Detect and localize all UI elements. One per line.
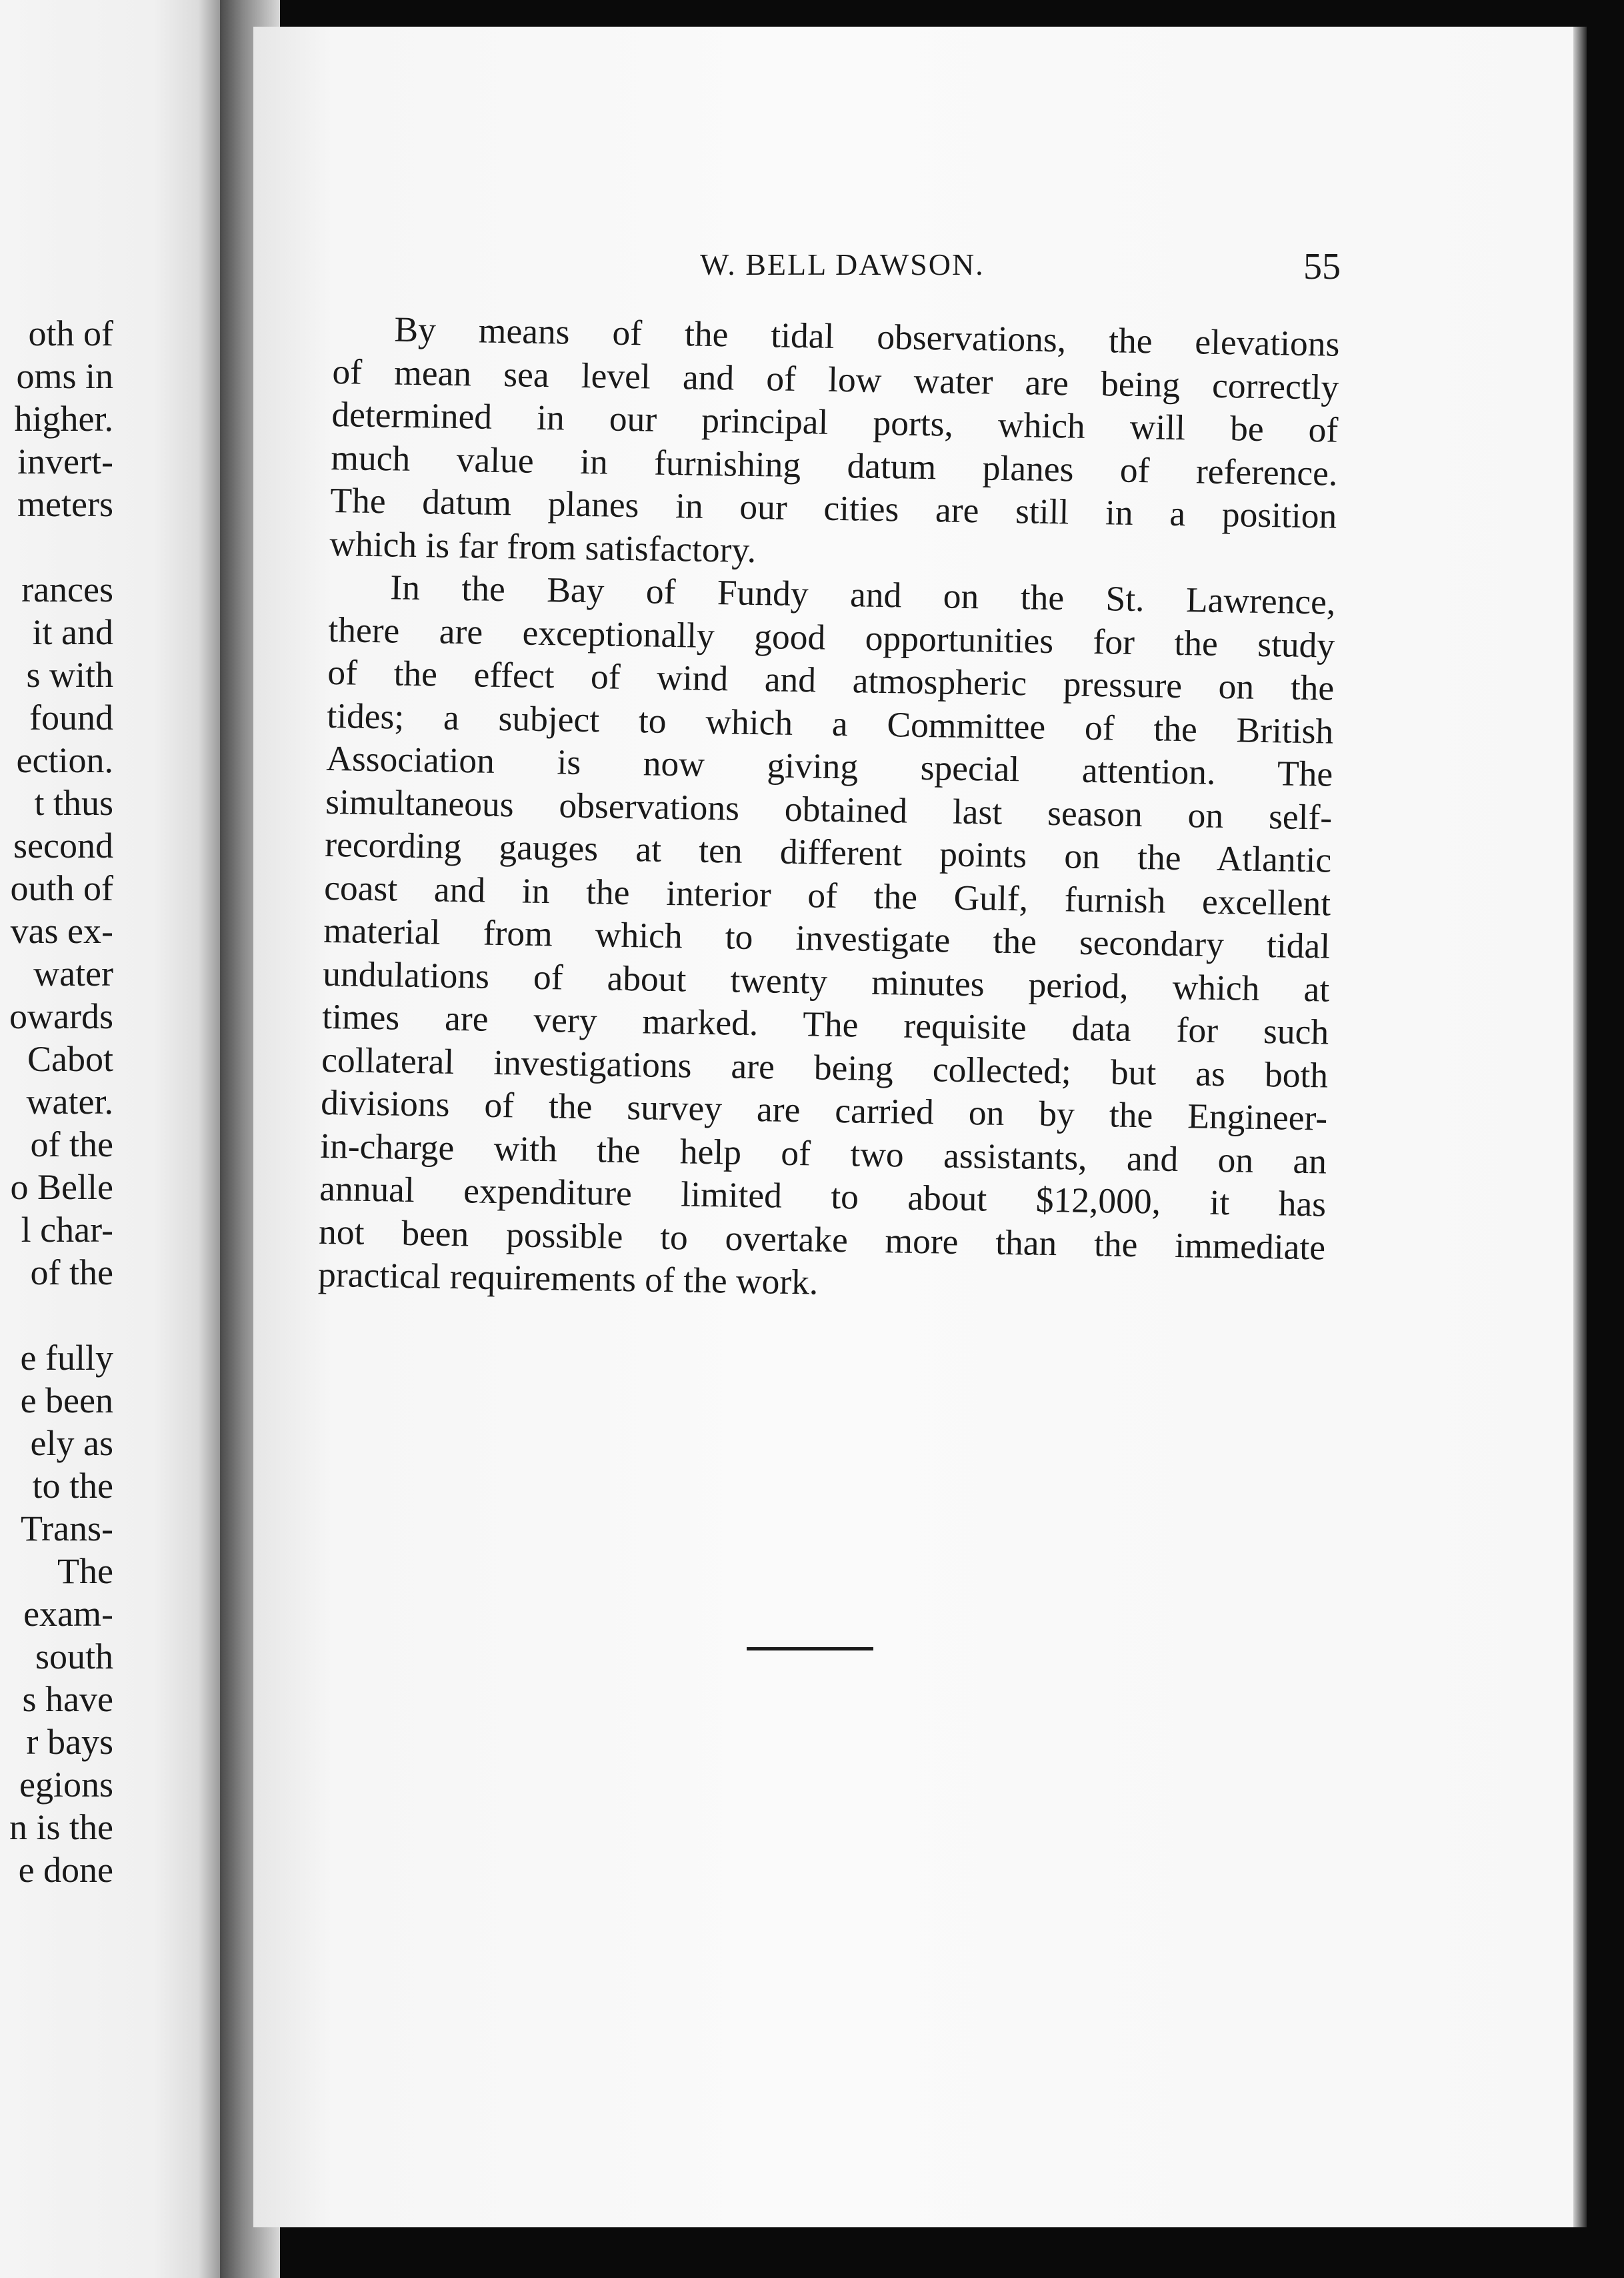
left-page-line: l char-	[21, 1210, 113, 1250]
left-page-line: south	[35, 1636, 113, 1676]
text-line: of mean sea level and of low water are being correctly	[332, 351, 1339, 407]
left-page-line: water.	[26, 1082, 113, 1122]
left-page-line: higher.	[14, 399, 113, 439]
text-line: times are very marked. The requisite data for such	[321, 996, 1329, 1052]
left-page-line: water	[33, 954, 113, 994]
page-edge	[1573, 27, 1587, 2227]
left-page-line: ely as	[30, 1423, 113, 1463]
left-page-line: of the	[30, 1252, 113, 1292]
left-page-line: t thus	[34, 783, 113, 823]
text-line: determined in our principal ports, which will be of	[331, 393, 1339, 450]
left-page-line: s with	[26, 655, 113, 695]
text-line: much value in furnishing datum planes of reference.	[330, 437, 1338, 493]
left-page-line: o Belle	[10, 1167, 113, 1207]
left-page-line: to the	[32, 1466, 113, 1506]
running-head: W. BELL DAWSON.	[700, 247, 985, 281]
left-page-line: second	[13, 826, 113, 866]
left-page-line: ection.	[16, 740, 113, 780]
left-page-line: e done	[18, 1850, 113, 1890]
left-page-line: exam-	[23, 1594, 113, 1634]
text-line: material from which to investigate the secondary tidal	[323, 910, 1331, 966]
text-line: practical requirements of the work.	[317, 1254, 819, 1302]
left-page-line: r bays	[26, 1722, 113, 1762]
text-line: By means of the tidal observations, the elevations	[394, 309, 1340, 364]
left-page-line: oth of	[28, 313, 113, 353]
paragraph	[318, 565, 1336, 1312]
left-page-line: s have	[22, 1679, 113, 1719]
text-line: divisions of the survey are carried on by the Engineer-	[320, 1082, 1328, 1138]
left-page-line: outh of	[10, 868, 113, 908]
left-page-line: Trans-	[20, 1508, 113, 1548]
text-line: Association is now giving special attention. The	[325, 738, 1333, 794]
text-line: which is far from satisfactory.	[329, 523, 757, 570]
body-text	[318, 307, 1340, 1312]
left-page-line: vas ex-	[10, 911, 113, 951]
left-page-line: n is the	[9, 1807, 113, 1847]
left-page-line: of the	[30, 1124, 113, 1164]
left-page-line: found	[29, 698, 113, 738]
text-line: The datum planes in our cities are still in a position	[329, 479, 1337, 536]
left-page-line: meters	[17, 484, 113, 524]
text-line: there are exceptionally good opportunities for the study	[327, 609, 1335, 666]
left-page-line: it and	[32, 612, 113, 652]
text-line: not been possible to overtake more than the immediate	[318, 1211, 1326, 1268]
text-line: tides; a subject to which a Committee of the British	[326, 695, 1334, 752]
text-line: coast and in the interior of the Gulf, furnish excellent	[323, 867, 1331, 924]
left-page-line: e fully	[20, 1338, 113, 1378]
text-line: In the Bay of Fundy and on the St. Lawrence,	[389, 567, 1336, 622]
text-line: simultaneous observations obtained last season on self-	[325, 781, 1333, 838]
page-number: 55	[1303, 246, 1341, 287]
text-line: annual expenditure limited to about $12,000, it has	[319, 1168, 1327, 1224]
left-page-line: egions	[19, 1765, 113, 1805]
left-page-line: owards	[9, 996, 113, 1036]
paragraph	[329, 307, 1340, 581]
text-line: in-charge with the help of two assistants, and on an	[319, 1125, 1327, 1182]
text-line: collateral investigations are being collected; but as both	[321, 1039, 1329, 1096]
left-page-line: The	[57, 1551, 113, 1591]
left-page-line: oms in	[16, 356, 113, 396]
left-page-line: invert-	[17, 441, 113, 481]
left-page-line: rances	[21, 570, 113, 610]
left-facing-page	[0, 0, 220, 2278]
text-line: recording gauges at ten different points on the Atlantic	[324, 824, 1332, 880]
left-page-line: Cabot	[27, 1039, 113, 1079]
end-rule	[747, 1647, 873, 1650]
text-line: of the effect of wind and atmospheric pressure on the	[327, 652, 1335, 708]
left-page-line: e been	[20, 1380, 113, 1420]
text-line: undulations of about twenty minutes period, which at	[322, 953, 1330, 1010]
